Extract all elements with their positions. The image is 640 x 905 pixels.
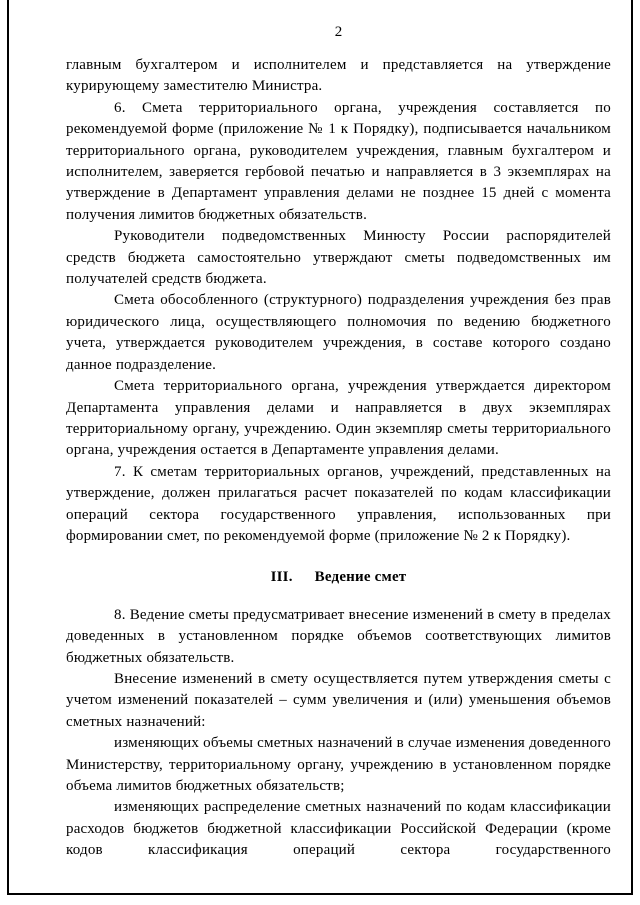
paragraph-continuation: главным бухгалтером и исполнителем и представляется на утверждение курирующему заместителю Министра. [66,57,611,95]
paragraph-vnesenie-izmenenij: Внесение изменений в смету осуществляется путем утверждения сметы с учетом изменений показателей – сумм увеличения и (или) уменьшения объемов сметных назначений: [66,670,611,730]
document-page [66,0,611,862]
page-number: 2 [334,24,343,40]
page-border-left [7,0,9,895]
paragraph-smeta-territorialnogo: Смета территориального органа, учреждения утверждается директором Департамента управления делами и направляется в двух экземплярах территориальному органу, учреждению. Один экземпляр сметы территориального органа, учреждения остается в Департаменте управления делами. [66,378,611,459]
page-border-right [631,0,633,895]
section-heading-title: Ведение смет [314,569,407,586]
section-heading-number: III. [270,569,293,586]
paragraph-item-8: 8. Ведение сметы предусматривает внесение изменений в смету в пределах доведенных в установленном порядке объемов соответствующих лимитов бюджетных обязательств. [66,606,611,666]
paragraph-izmenyayushchih-obemy: изменяющих объемы сметных назначений в случае изменения доведенного Министерству, территориальному органу, учреждению в установленном порядке объема лимитов бюджетных обязательств; [66,735,611,794]
paragraph-item-6: 6. Смета территориального органа, учреждения составляется по рекомендуемой форме (приложение № 1 к Порядку), подписывается начальником территориального органа, руководителем учреждения, главным бухгалтером и исполнителем, заверяется гербовой печатью и направляется в 3 экземплярах на утверждение в Департамент управления делами не позднее 15 дней с момента получения лимитов бюджетных обязательств. [66,99,611,223]
section-heading [66,567,611,588]
page-border-bottom [7,893,633,895]
paragraph-izmenyayushchih-raspredelenie: изменяющих распределение сметных назначений по кодам классификации расходов бюджетов бюджетной классификации Российской Федерации (кроме кодов классификация операций сектора государственного [66,799,611,859]
paragraph-rukovoditeli: Руководители подведомственных Минюсту России распорядителей средств бюджета самостоятельно утверждают сметы подведомственных им получателей средств бюджета. [66,228,611,288]
paragraph-smeta-obosoblennogo: Смета обособленного (структурного) подразделения учреждения без прав юридического лица, осуществляющего полномочия по ведению бюджетного учета, утверждается руководителем учреждения, в составе которого создано данное подразделение. [66,292,611,373]
paragraph-item-7: 7. К сметам территориальных органов, учреждений, представленных на утверждение, должен прилагаться расчет показателей по кодам классификации операций сектора государственного управления, использованных при формировании смет, по рекомендуемой форме (приложение № 2 к Порядку). [66,463,611,544]
